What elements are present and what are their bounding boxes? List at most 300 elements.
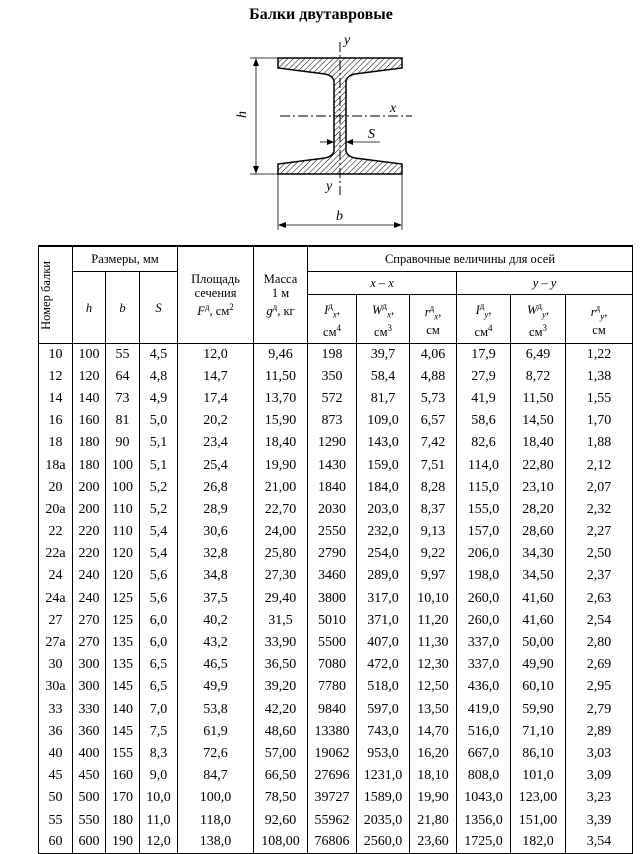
table-cell: 6,5 xyxy=(140,654,178,676)
table-cell: 3,03 xyxy=(566,743,633,765)
page-title: Балки двутавровые xyxy=(249,6,393,23)
table-cell: 8,3 xyxy=(140,743,178,765)
header-h: h xyxy=(73,272,106,344)
table-cell: 27696 xyxy=(308,765,357,787)
table-cell: 27,30 xyxy=(254,565,308,587)
table-cell: 2,80 xyxy=(566,632,633,654)
table-cell: 59,90 xyxy=(511,699,566,721)
table-row xyxy=(39,499,633,521)
table-cell: 289,0 xyxy=(357,565,410,587)
table-cell: 180 xyxy=(106,809,140,831)
table-cell: 19062 xyxy=(308,743,357,765)
table-cell: 155 xyxy=(106,743,140,765)
table-cell: 125 xyxy=(106,588,140,610)
table-cell: 86,10 xyxy=(511,743,566,765)
table-cell: 254,0 xyxy=(357,543,410,565)
table-cell: 57,00 xyxy=(254,743,308,765)
table-cell: 145 xyxy=(106,676,140,698)
table-cell: 40,2 xyxy=(178,610,254,632)
table-cell: 160 xyxy=(106,765,140,787)
table-cell: 6,0 xyxy=(140,632,178,654)
table-cell: 20а xyxy=(39,499,73,521)
table-cell: 145 xyxy=(106,721,140,743)
table-cell: 7,0 xyxy=(140,699,178,721)
table-cell: 3,39 xyxy=(566,809,633,831)
table-cell: 58,4 xyxy=(357,366,410,388)
table-cell: 232,0 xyxy=(357,521,410,543)
table-cell: 19,90 xyxy=(254,454,308,476)
label-s: S xyxy=(368,127,375,142)
table-cell: 18,10 xyxy=(410,765,457,787)
table-cell: 360 xyxy=(73,721,106,743)
table-cell: 5,2 xyxy=(140,477,178,499)
table-cell: 9,0 xyxy=(140,765,178,787)
table-cell: 27 xyxy=(39,610,73,632)
table-cell: 14,50 xyxy=(511,410,566,432)
table-cell: 58,6 xyxy=(457,410,511,432)
table-row xyxy=(39,543,633,565)
table-cell: 11,30 xyxy=(410,632,457,654)
table-cell: 123,00 xyxy=(511,787,566,809)
table-cell: 100,0 xyxy=(178,787,254,809)
header-wx: $W^д_x$, $см^3$ xyxy=(357,295,410,344)
table-cell: 16,20 xyxy=(410,743,457,765)
table-cell: 21,00 xyxy=(254,477,308,499)
table-cell: 21,80 xyxy=(410,809,457,831)
table-cell: 34,8 xyxy=(178,565,254,587)
table-row xyxy=(39,410,633,432)
table-cell: 3800 xyxy=(308,588,357,610)
table-cell: 5,6 xyxy=(140,565,178,587)
table-cell: 23,60 xyxy=(410,832,457,854)
table-cell: 500 xyxy=(73,787,106,809)
table-cell: 873 xyxy=(308,410,357,432)
table-cell: 61,9 xyxy=(178,721,254,743)
table-cell: 12,0 xyxy=(140,832,178,854)
table-cell: 39,20 xyxy=(254,676,308,698)
table-cell: 73 xyxy=(106,388,140,410)
table-cell: 206,0 xyxy=(457,543,511,565)
table-cell: 550 xyxy=(73,809,106,831)
table-cell: 436,0 xyxy=(457,676,511,698)
table-cell: 143,0 xyxy=(357,432,410,454)
table-cell: 4,06 xyxy=(410,344,457,366)
table-cell: 667,0 xyxy=(457,743,511,765)
table-cell: 10,0 xyxy=(140,787,178,809)
table-cell: 330 xyxy=(73,699,106,721)
table-cell: 1725,0 xyxy=(457,832,511,854)
label-h: h xyxy=(235,111,250,118)
table-cell: 34,30 xyxy=(511,543,566,565)
table-cell: 5,1 xyxy=(140,432,178,454)
table-cell: 14,70 xyxy=(410,721,457,743)
table-row xyxy=(39,388,633,410)
table-cell: 9840 xyxy=(308,699,357,721)
table-cell: 184,0 xyxy=(357,477,410,499)
header-ix: $I^д_x$, $см^4$ xyxy=(308,295,357,344)
table-cell: 22,70 xyxy=(254,499,308,521)
table-cell: 2,79 xyxy=(566,699,633,721)
table-cell: 516,0 xyxy=(457,721,511,743)
table-row xyxy=(39,787,633,809)
table-cell: 5,4 xyxy=(140,543,178,565)
table-cell: 84,7 xyxy=(178,765,254,787)
table-cell: 4,88 xyxy=(410,366,457,388)
table-cell: 41,60 xyxy=(511,610,566,632)
label-y-top: y xyxy=(344,33,351,48)
table-row xyxy=(39,588,633,610)
table-cell: 81,7 xyxy=(357,388,410,410)
table-cell: 37,5 xyxy=(178,588,254,610)
table-cell: 28,20 xyxy=(511,499,566,521)
table-cell: 2,37 xyxy=(566,565,633,587)
table-cell: 109,0 xyxy=(357,410,410,432)
table-cell: 100 xyxy=(73,344,106,366)
table-cell: 6,57 xyxy=(410,410,457,432)
table-row xyxy=(39,765,633,787)
table-cell: 2,89 xyxy=(566,721,633,743)
table-cell: 11,50 xyxy=(254,366,308,388)
table-cell: 2,95 xyxy=(566,676,633,698)
table-row xyxy=(39,721,633,743)
table-cell: 41,9 xyxy=(457,388,511,410)
table-cell: 1589,0 xyxy=(357,787,410,809)
table-cell: 157,0 xyxy=(457,521,511,543)
header-rx: $r^д_x$, см xyxy=(410,295,457,344)
table-cell: 50,00 xyxy=(511,632,566,654)
table-cell: 108,00 xyxy=(254,832,308,854)
table-cell: 3,09 xyxy=(566,765,633,787)
table-cell: 1,22 xyxy=(566,344,633,366)
table-cell: 7,51 xyxy=(410,454,457,476)
header-iy: $I^д_y$, $см^4$ xyxy=(457,295,511,344)
table-cell: 2,54 xyxy=(566,610,633,632)
table-cell: 182,0 xyxy=(511,832,566,854)
table-cell: 300 xyxy=(73,676,106,698)
table-row xyxy=(39,632,633,654)
header-axis-x: x – x xyxy=(308,272,457,295)
table-cell: 5,0 xyxy=(140,410,178,432)
table-cell: 20 xyxy=(39,477,73,499)
table-cell: 13380 xyxy=(308,721,357,743)
table-cell: 5010 xyxy=(308,610,357,632)
table-cell: 55 xyxy=(39,809,73,831)
table-cell: 18,40 xyxy=(254,432,308,454)
table-cell: 220 xyxy=(73,521,106,543)
table-cell: 71,10 xyxy=(511,721,566,743)
table-cell: 114,0 xyxy=(457,454,511,476)
table-cell: 808,0 xyxy=(457,765,511,787)
table-cell: 2,63 xyxy=(566,588,633,610)
table-cell: 518,0 xyxy=(357,676,410,698)
table-cell: 2,32 xyxy=(566,499,633,521)
table-cell: 2790 xyxy=(308,543,357,565)
table-cell: 17,9 xyxy=(457,344,511,366)
table-cell: 5,6 xyxy=(140,588,178,610)
table-cell: 30,6 xyxy=(178,521,254,543)
table-cell: 5,2 xyxy=(140,499,178,521)
table-cell: 45 xyxy=(39,765,73,787)
table-cell: 110 xyxy=(106,521,140,543)
table-cell: 8,72 xyxy=(511,366,566,388)
table-cell: 3460 xyxy=(308,565,357,587)
table-cell: 600 xyxy=(73,832,106,854)
table-cell: 23,4 xyxy=(178,432,254,454)
table-cell: 198,0 xyxy=(457,565,511,587)
table-cell: 11,50 xyxy=(511,388,566,410)
table-cell: 49,9 xyxy=(178,676,254,698)
table-cell: 12,0 xyxy=(178,344,254,366)
table-row xyxy=(39,477,633,499)
table-cell: 180 xyxy=(73,432,106,454)
header-wy: $W^д_y$, $см^3$ xyxy=(511,295,566,344)
table-cell: 6,5 xyxy=(140,676,178,698)
table-cell: 41,60 xyxy=(511,588,566,610)
table-cell: 5500 xyxy=(308,632,357,654)
table-cell: 572 xyxy=(308,388,357,410)
table-cell: 20,2 xyxy=(178,410,254,432)
table-cell: 39727 xyxy=(308,787,357,809)
label-b: b xyxy=(336,209,343,224)
table-row xyxy=(39,699,633,721)
table-row xyxy=(39,432,633,454)
table-cell: 5,73 xyxy=(410,388,457,410)
table-cell: 25,4 xyxy=(178,454,254,476)
header-b: b xyxy=(106,272,140,344)
table-cell: 14 xyxy=(39,388,73,410)
table-cell: 30а xyxy=(39,676,73,698)
i-beam-cross-section-diagram xyxy=(220,30,440,235)
table-cell: 18,40 xyxy=(511,432,566,454)
table-cell: 27а xyxy=(39,632,73,654)
table-cell: 160 xyxy=(73,410,106,432)
table-cell: 17,4 xyxy=(178,388,254,410)
table-cell: 36,50 xyxy=(254,654,308,676)
table-row xyxy=(39,610,633,632)
table-cell: 2,27 xyxy=(566,521,633,543)
table-cell: 49,90 xyxy=(511,654,566,676)
table-cell: 33,90 xyxy=(254,632,308,654)
table-cell: 26,8 xyxy=(178,477,254,499)
header-mass: Масса 1 м $g^д$, кг xyxy=(254,246,308,344)
table-cell: 53,8 xyxy=(178,699,254,721)
beam-table xyxy=(38,245,633,854)
table-cell: 24а xyxy=(39,588,73,610)
header-dimensions: Размеры, мм xyxy=(73,246,178,272)
table-cell: 115,0 xyxy=(457,477,511,499)
table-cell: 743,0 xyxy=(357,721,410,743)
table-cell: 81 xyxy=(106,410,140,432)
table-cell: 18а xyxy=(39,454,73,476)
table-cell: 1290 xyxy=(308,432,357,454)
table-cell: 90 xyxy=(106,432,140,454)
table-cell: 407,0 xyxy=(357,632,410,654)
header-s: S xyxy=(140,272,178,344)
table-cell: 28,60 xyxy=(511,521,566,543)
table-cell: 12,30 xyxy=(410,654,457,676)
table-cell: 270 xyxy=(73,632,106,654)
table-cell: 50 xyxy=(39,787,73,809)
table-cell: 5,1 xyxy=(140,454,178,476)
table-cell: 12 xyxy=(39,366,73,388)
label-x: x xyxy=(390,101,397,116)
table-cell: 39,7 xyxy=(357,344,410,366)
table-cell: 1,38 xyxy=(566,366,633,388)
table-cell: 220 xyxy=(73,543,106,565)
table-cell: 1,55 xyxy=(566,388,633,410)
table-cell: 7080 xyxy=(308,654,357,676)
table-cell: 2030 xyxy=(308,499,357,521)
table-cell: 42,20 xyxy=(254,699,308,721)
table-cell: 9,22 xyxy=(410,543,457,565)
table-row xyxy=(39,743,633,765)
table-cell: 9,46 xyxy=(254,344,308,366)
table-row xyxy=(39,565,633,587)
table-cell: 1043,0 xyxy=(457,787,511,809)
header-beam-number: Номер балки xyxy=(39,246,73,344)
table-cell: 36 xyxy=(39,721,73,743)
table-cell: 32,8 xyxy=(178,543,254,565)
table-cell: 100 xyxy=(106,477,140,499)
table-cell: 953,0 xyxy=(357,743,410,765)
table-cell: 2035,0 xyxy=(357,809,410,831)
table-cell: 11,0 xyxy=(140,809,178,831)
table-cell: 34,50 xyxy=(511,565,566,587)
table-cell: 29,40 xyxy=(254,588,308,610)
table-cell: 76806 xyxy=(308,832,357,854)
table-cell: 22,80 xyxy=(511,454,566,476)
table-cell: 6,49 xyxy=(511,344,566,366)
table-cell: 22 xyxy=(39,521,73,543)
table-cell: 22а xyxy=(39,543,73,565)
table-cell: 120 xyxy=(73,366,106,388)
table-cell: 23,10 xyxy=(511,477,566,499)
table-cell: 78,50 xyxy=(254,787,308,809)
table-cell: 100 xyxy=(106,454,140,476)
table-cell: 138,0 xyxy=(178,832,254,854)
table-cell: 82,6 xyxy=(457,432,511,454)
table-cell: 270 xyxy=(73,610,106,632)
table-row xyxy=(39,676,633,698)
table-cell: 40 xyxy=(39,743,73,765)
table-cell: 101,0 xyxy=(511,765,566,787)
table-cell: 1356,0 xyxy=(457,809,511,831)
table-cell: 12,50 xyxy=(410,676,457,698)
table-cell: 7780 xyxy=(308,676,357,698)
table-cell: 5,4 xyxy=(140,521,178,543)
table-cell: 140 xyxy=(106,699,140,721)
table-cell: 7,5 xyxy=(140,721,178,743)
table-cell: 28,9 xyxy=(178,499,254,521)
table-body xyxy=(39,344,633,854)
table-cell: 13,50 xyxy=(410,699,457,721)
table-cell: 33 xyxy=(39,699,73,721)
table-cell: 2560,0 xyxy=(357,832,410,854)
table-cell: 18 xyxy=(39,432,73,454)
table-cell: 4,9 xyxy=(140,388,178,410)
table-cell: 3,54 xyxy=(566,832,633,854)
table-cell: 135 xyxy=(106,654,140,676)
table-cell: 8,28 xyxy=(410,477,457,499)
table-cell: 31,5 xyxy=(254,610,308,632)
table-cell: 30 xyxy=(39,654,73,676)
table-cell: 1840 xyxy=(308,477,357,499)
table-cell: 198 xyxy=(308,344,357,366)
table-cell: 120 xyxy=(106,543,140,565)
table-cell: 4,5 xyxy=(140,344,178,366)
table-cell: 170 xyxy=(106,787,140,809)
table-cell: 110 xyxy=(106,499,140,521)
label-y-bottom: y xyxy=(326,179,333,194)
table-cell: 371,0 xyxy=(357,610,410,632)
table-cell: 190 xyxy=(106,832,140,854)
table-cell: 203,0 xyxy=(357,499,410,521)
table-cell: 419,0 xyxy=(457,699,511,721)
table-cell: 14,7 xyxy=(178,366,254,388)
table-cell: 10,10 xyxy=(410,588,457,610)
header-area: Площадь сечения $F^д$, $см^2$ xyxy=(178,246,254,344)
table-cell: 317,0 xyxy=(357,588,410,610)
table-cell: 135 xyxy=(106,632,140,654)
table-row xyxy=(39,344,633,366)
table-cell: 159,0 xyxy=(357,454,410,476)
table-cell: 55 xyxy=(106,344,140,366)
table-cell: 337,0 xyxy=(457,654,511,676)
table-cell: 2,12 xyxy=(566,454,633,476)
table-cell: 24 xyxy=(39,565,73,587)
table-row xyxy=(39,454,633,476)
table-cell: 60 xyxy=(39,832,73,854)
table-cell: 4,8 xyxy=(140,366,178,388)
table-cell: 72,6 xyxy=(178,743,254,765)
table-row xyxy=(39,809,633,831)
table-cell: 180 xyxy=(73,454,106,476)
table-cell: 260,0 xyxy=(457,588,511,610)
header-ry: $r^д_y$, см xyxy=(566,295,633,344)
table-cell: 155,0 xyxy=(457,499,511,521)
table-cell: 46,5 xyxy=(178,654,254,676)
table-cell: 3,23 xyxy=(566,787,633,809)
table-cell: 8,37 xyxy=(410,499,457,521)
table-cell: 1430 xyxy=(308,454,357,476)
table-row xyxy=(39,654,633,676)
table-cell: 48,60 xyxy=(254,721,308,743)
table-cell: 15,90 xyxy=(254,410,308,432)
table-cell: 450 xyxy=(73,765,106,787)
header-axis-y: y – y xyxy=(457,272,633,295)
table-cell: 27,9 xyxy=(457,366,511,388)
table-row xyxy=(39,521,633,543)
table-cell: 125 xyxy=(106,610,140,632)
table-cell: 1,70 xyxy=(566,410,633,432)
table-cell: 120 xyxy=(106,565,140,587)
table-cell: 11,20 xyxy=(410,610,457,632)
table-cell: 16 xyxy=(39,410,73,432)
table-cell: 2550 xyxy=(308,521,357,543)
table-cell: 2,50 xyxy=(566,543,633,565)
table-cell: 55962 xyxy=(308,809,357,831)
table-cell: 7,42 xyxy=(410,432,457,454)
table-cell: 10 xyxy=(39,344,73,366)
table-cell: 9,97 xyxy=(410,565,457,587)
table-cell: 337,0 xyxy=(457,632,511,654)
table-cell: 400 xyxy=(73,743,106,765)
table-cell: 260,0 xyxy=(457,610,511,632)
table-cell: 140 xyxy=(73,388,106,410)
table-cell: 200 xyxy=(73,477,106,499)
table-cell: 240 xyxy=(73,565,106,587)
table-cell: 24,00 xyxy=(254,521,308,543)
